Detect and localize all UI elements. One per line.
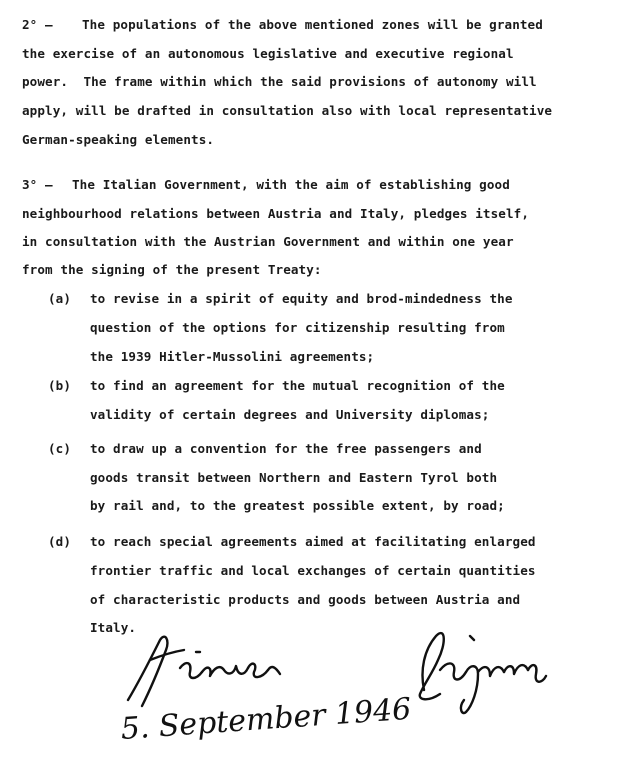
para2-line-2: the exercise of an autonomous legislative and executive regional (22, 46, 514, 61)
item-a-label: (a) (48, 291, 72, 306)
para2-number: 2° – (22, 17, 53, 32)
para3-number: 3° – (22, 177, 53, 192)
item-d-line-3: of characteristic products and goods between Austria and (90, 592, 521, 607)
para3-line-2: neighbourhood relations between Austria and Italy, pledges itself, (22, 206, 530, 221)
para2-line-4: apply, will be drafted in consultation also with local representative (22, 103, 553, 118)
item-d-line-4: Italy. (90, 620, 137, 635)
signature-gruber (128, 637, 280, 706)
para3-line-4: from the signing of the present Treaty: (22, 262, 322, 277)
para3-line-3: in consultation with the Austrian Government and within one year (22, 234, 514, 249)
item-a-line-1: to revise in a spirit of equity and brod-mindedness the (90, 291, 513, 306)
item-c-line-3: by rail and, to the greatest possible extent, by road; (90, 498, 505, 513)
item-c-label: (c) (48, 441, 72, 456)
item-a-line-3: the 1939 Hitler-Mussolini agreements; (90, 349, 375, 364)
item-c-line-1: to draw up a convention for the free passengers and (90, 441, 482, 456)
item-d-line-1: to reach special agreements aimed at facilitating enlarged (90, 534, 536, 549)
para2-line-3: power. The frame within which the said provisions of autonomy will (22, 74, 537, 89)
para2-line-1: The populations of the above mentioned zones will be granted (82, 17, 543, 32)
handwritten-date: 5. September 1946 (119, 691, 413, 747)
item-b-line-1: to find an agreement for the mutual recognition of the (90, 378, 505, 393)
item-b-label: (b) (48, 378, 72, 393)
item-b-line-2: validity of certain degrees and University diplomas; (90, 407, 490, 422)
para3-line-1: The Italian Government, with the aim of establishing good (72, 177, 510, 192)
item-a-line-2: question of the options for citizenship resulting from (90, 320, 505, 335)
item-d-line-2: frontier traffic and local exchanges of certain quantities (90, 563, 536, 578)
item-c-line-2: goods transit between Northern and Eastern Tyrol both (90, 470, 498, 485)
signature-degasperi (420, 633, 546, 713)
para2-line-5: German-speaking elements. (22, 132, 215, 147)
item-d-label: (d) (48, 534, 72, 549)
